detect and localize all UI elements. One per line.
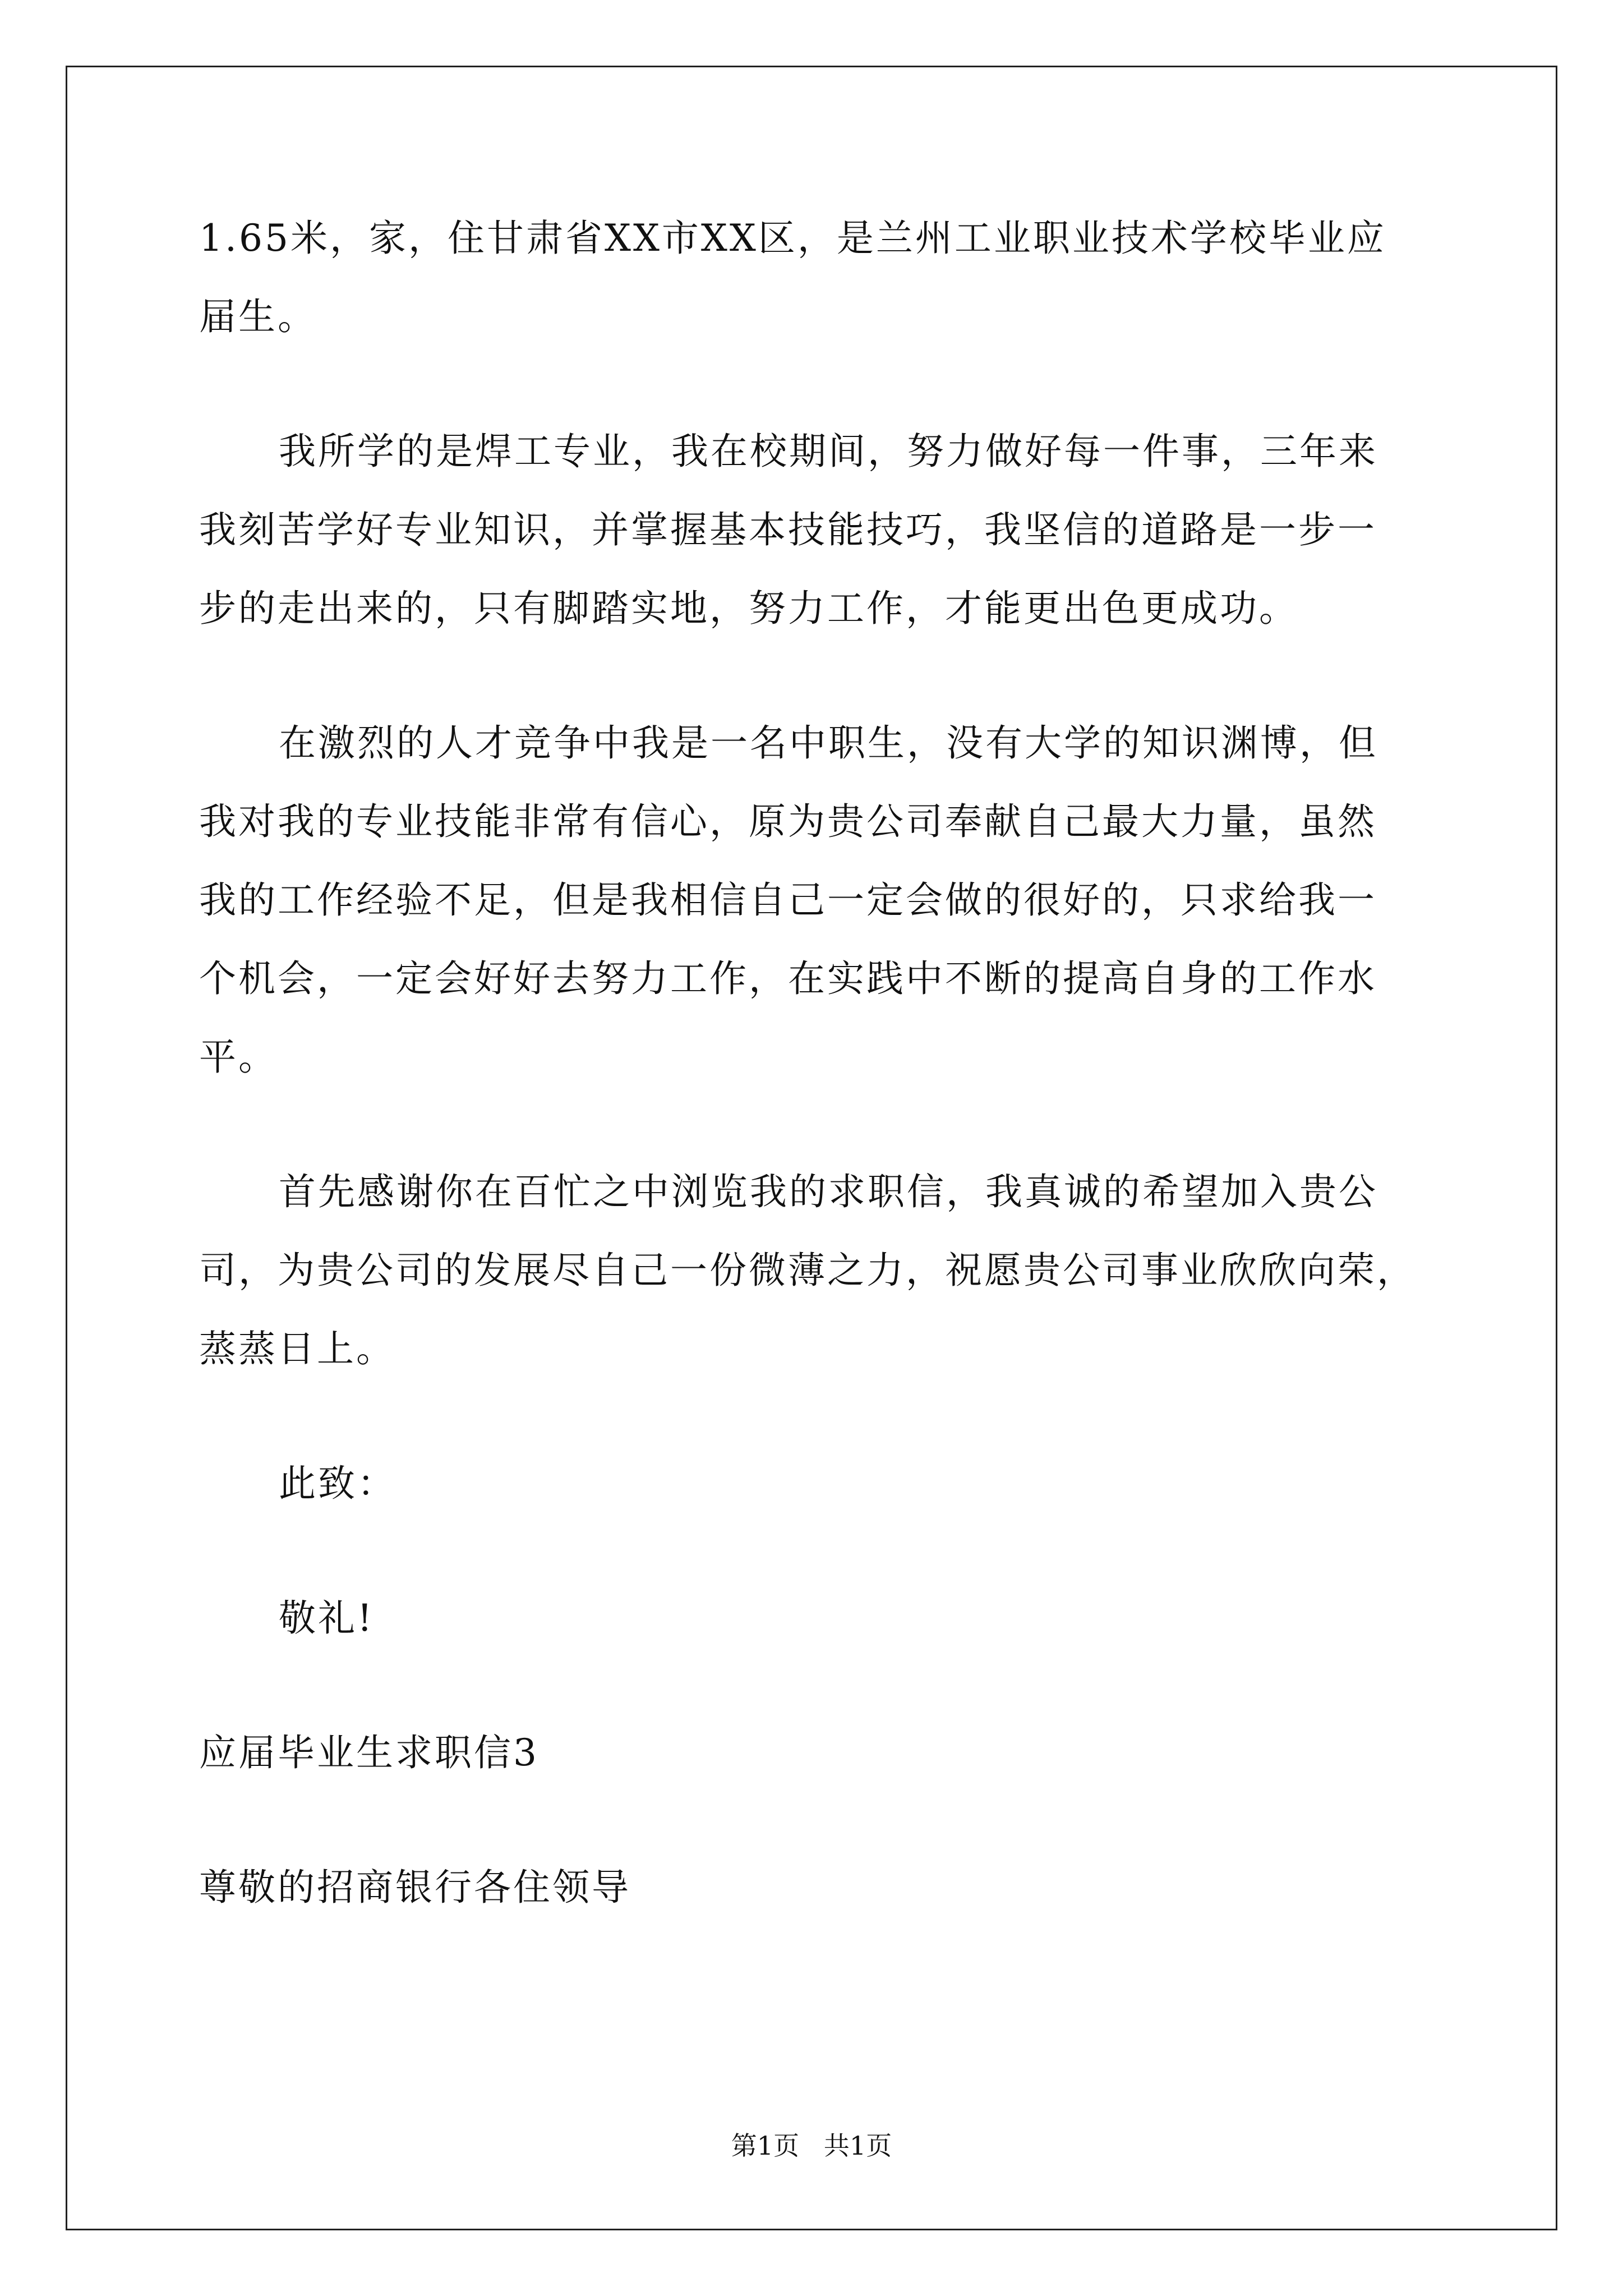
page-number-footer: 第1页 共1页 xyxy=(731,2131,892,2161)
paragraph-2-line-3: 步的走出来的，只有脚踏实地，努力工作，才能更出色更成功。 xyxy=(199,587,1298,630)
paragraph-2-line-1: 我所学的是焊工专业，我在校期间，努力做好每一件事，三年来 xyxy=(279,430,1378,473)
paragraph-3-line-1: 在激烈的人才竞争中我是一名中职生，没有大学的知识渊博，但 xyxy=(279,721,1378,765)
paragraph-3-line-4: 个机会，一定会好好去努力工作，在实践中不断的提高自身的工作水 xyxy=(199,957,1377,1000)
paragraph-3-line-5: 平。 xyxy=(199,1036,278,1079)
letter-greeting: 尊敬的招商银行各住领导 xyxy=(199,1866,631,1909)
closing-salutation: 此致： xyxy=(279,1462,396,1505)
closing-regards: 敬礼! xyxy=(279,1596,375,1640)
section-heading: 应届毕业生求职信3 xyxy=(199,1731,539,1774)
paragraph-2-line-2: 我刻苦学好专业知识，并掌握基本技能技巧，我坚信的道路是一步一 xyxy=(199,508,1377,551)
paragraph-4-line-3: 蒸蒸日上。 xyxy=(199,1327,395,1370)
paragraph-4-line-1: 首先感谢你在百忙之中浏览我的求职信，我真诚的希望加入贵公 xyxy=(279,1170,1378,1213)
text-line-2: 届生。 xyxy=(199,295,317,338)
paragraph-3-line-2: 我对我的专业技能非常有信心，原为贵公司奉献自己最大力量，虽然 xyxy=(199,800,1377,843)
paragraph-3-line-3: 我的工作经验不足，但是我相信自己一定会做的很好的，只求给我一 xyxy=(199,878,1377,922)
text-line-1: 1.65米，家，住甘肃省XX市XX区，是兰州工业职业技术学校毕业应 xyxy=(199,217,1386,260)
paragraph-4-line-2: 司，为贵公司的发展尽自己一份微薄之力，祝愿贵公司事业欣欣向荣， xyxy=(199,1249,1416,1292)
